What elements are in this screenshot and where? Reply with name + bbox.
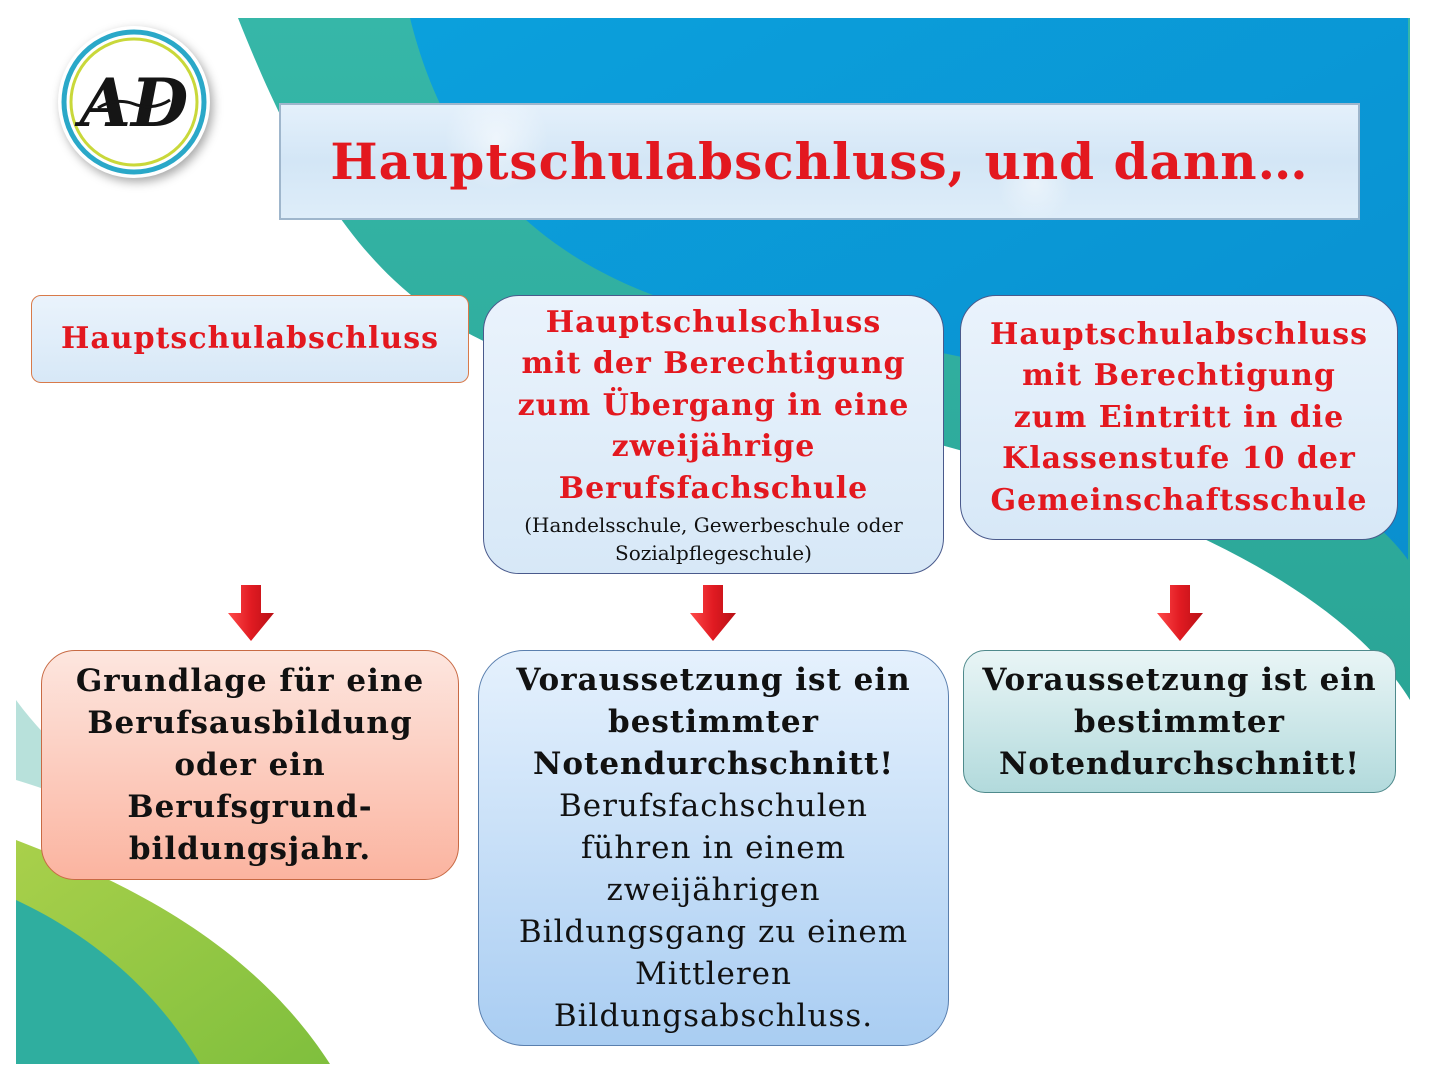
box-line: Hauptschulabschluss <box>61 321 439 357</box>
box-line: Notendurchschnitt! <box>999 745 1360 782</box>
box-line: Hauptschulschluss <box>545 304 882 340</box>
box-line: Klassenstufe 10 der <box>1002 441 1356 477</box>
box-line: Gemeinschaftsschule <box>990 482 1368 518</box>
box-line: Berufsgrund- <box>127 789 373 825</box>
box-line: oder ein <box>174 747 326 783</box>
box-line: Grundlage für eine <box>75 663 425 699</box>
box-line: bildungsjahr. <box>128 831 372 867</box>
box-gemeinschaftsschule <box>960 295 1398 540</box>
box-hauptschulabschluss <box>31 295 469 383</box>
title-box <box>279 103 1360 220</box>
box-line: Berufsfachschule <box>558 470 869 506</box>
box-line: Berufsausbildung <box>87 705 413 741</box>
box-note <box>524 511 903 567</box>
box-line: Voraussetzung ist ein <box>516 662 911 698</box>
box-line: zum Eintritt in die <box>1013 399 1345 435</box>
arrow-down-icon <box>690 585 736 641</box>
box-berufsfachschule <box>483 295 944 574</box>
box-line: bestimmter <box>608 704 819 740</box>
box-line: Voraussetzung ist ein <box>982 661 1377 698</box>
note-line: Sozialpflegeschule) <box>615 541 812 566</box>
logo-letters: AD <box>79 64 189 142</box>
box-line: Hauptschulabschluss <box>990 316 1368 352</box>
box-line: Mittleren <box>635 956 792 992</box>
arrow-down-icon <box>1157 585 1203 641</box>
box-line: Notendurchschnitt! <box>533 746 894 782</box>
box-voraussetzung-berufsfachschule <box>478 650 949 1046</box>
box-line: führen in einem <box>580 830 847 866</box>
box-line: zum Übergang in eine <box>517 387 910 423</box>
box-line: zweijährige <box>611 429 816 465</box>
box-line: Berufsfachschulen <box>558 788 868 824</box>
box-line: Bildungsgang zu einem <box>518 914 909 950</box>
box-line: Bildungsabschluss. <box>553 998 874 1034</box>
arrow-down-icon <box>228 585 274 641</box>
note-line: (Handelsschule, Gewerbeschule oder <box>524 513 903 538</box>
page-title: Hauptschulabschluss, und dann… <box>330 132 1309 191</box>
box-grundlage <box>41 650 459 880</box>
box-line: bestimmter <box>1074 703 1285 740</box>
box-voraussetzung-gemeinschaftsschule <box>963 650 1396 793</box>
logo <box>58 26 210 178</box>
box-line: zweijährigen <box>606 872 821 908</box>
logo-emblem <box>58 26 210 178</box>
box-line: mit Berechtigung <box>1022 358 1336 394</box>
box-line: mit der Berechtigung <box>521 346 906 382</box>
